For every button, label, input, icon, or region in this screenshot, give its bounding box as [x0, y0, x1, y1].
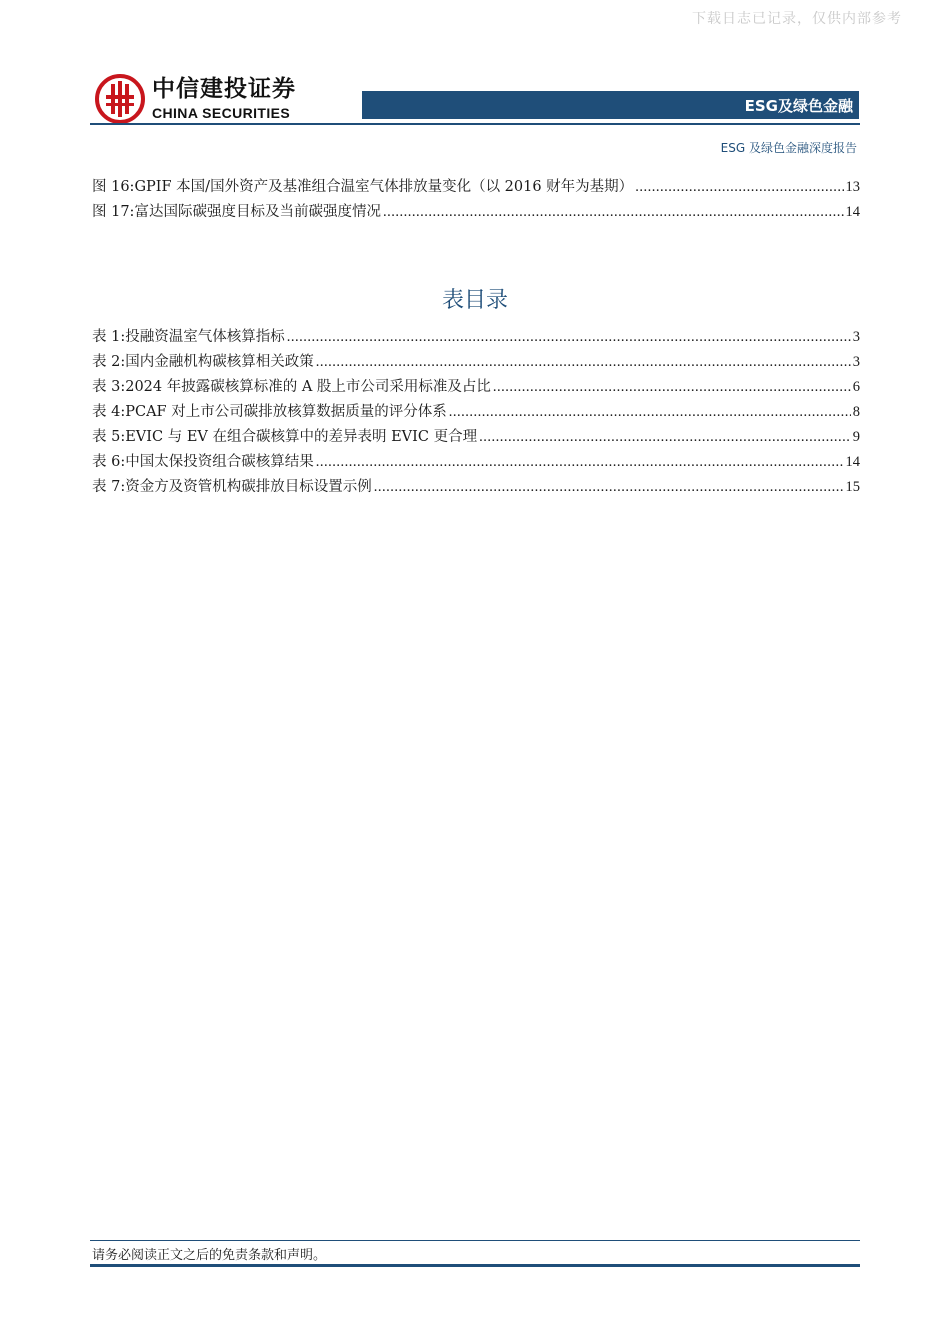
- toc-entry-title: 表 4:PCAF 对上市公司碳排放核算数据质量的评分体系: [92, 404, 447, 420]
- toc-entry-page: 14: [845, 204, 860, 220]
- toc-entry-title: 图 17:富达国际碳强度目标及当前碳强度情况: [92, 204, 381, 220]
- toc-entry-page: 3: [852, 329, 860, 345]
- toc-entry-title: 图 16:GPIF 本国/国外资产及基准组合温室气体排放量变化（以 2016 财年为基期）: [92, 179, 634, 195]
- toc-dot-leader: [287, 329, 851, 346]
- footer-divider-bottom: [90, 1264, 860, 1267]
- report-type-label: ESG 及绿色金融深度报告: [720, 141, 857, 155]
- toc-entry[interactable]: [92, 375, 860, 400]
- toc-dot-leader: [316, 354, 851, 371]
- toc-entry[interactable]: [92, 175, 860, 200]
- footer-disclaimer: 请务必阅读正文之后的免责条款和声明。: [92, 1248, 327, 1263]
- toc-entry-page: 14: [845, 454, 860, 470]
- toc-dot-leader: [479, 429, 851, 446]
- company-logo: [94, 72, 296, 126]
- logo-name-en: CHINA SECURITIES: [152, 105, 291, 121]
- china-securities-emblem-icon: [94, 73, 146, 125]
- toc-entry-title: 表 2:国内金融机构碳核算相关政策: [92, 354, 314, 370]
- toc-dot-leader: [316, 454, 844, 471]
- toc-entry-page: 15: [845, 479, 860, 495]
- toc-entry-page: 13: [845, 179, 860, 195]
- toc-entry-page: 9: [852, 429, 860, 445]
- figures-toc: [92, 175, 860, 225]
- header-banner: [362, 91, 859, 119]
- toc-entry-title: 表 1:投融资温室气体核算指标: [92, 329, 285, 345]
- tables-toc-heading: 表目录: [441, 288, 508, 313]
- toc-dot-leader: [449, 404, 851, 421]
- toc-entry[interactable]: [92, 325, 860, 350]
- toc-dot-leader: [374, 479, 844, 496]
- toc-entry-page: 6: [852, 379, 860, 395]
- toc-dot-leader: [635, 179, 843, 196]
- header-divider: [90, 123, 860, 125]
- toc-dot-leader: [493, 379, 851, 396]
- toc-entry-title: 表 5:EVIC 与 EV 在组合碳核算中的差异表明 EVIC 更合理: [92, 429, 478, 445]
- logo-name-cn: 中信建投证券: [152, 76, 296, 102]
- toc-entry-title: 表 7:资金方及资管机构碳排放目标设置示例: [92, 479, 372, 495]
- watermark-text: 下载日志已记录，仅供内部参考: [692, 11, 902, 27]
- footer-divider-top: [90, 1240, 860, 1241]
- toc-entry[interactable]: [92, 400, 860, 425]
- tables-toc: [92, 325, 860, 500]
- toc-entry[interactable]: [92, 350, 860, 375]
- toc-entry-title: 表 3:2024 年披露碳核算标准的 A 股上市公司采用标准及占比: [92, 379, 491, 395]
- toc-entry[interactable]: [92, 450, 860, 475]
- toc-entry[interactable]: [92, 425, 860, 450]
- toc-entry[interactable]: [92, 200, 860, 225]
- toc-dot-leader: [383, 204, 844, 221]
- header-banner-title: ESG及绿色金融: [744, 97, 853, 115]
- toc-entry-page: 3: [852, 354, 860, 370]
- toc-entry-page: 8: [852, 404, 860, 420]
- toc-entry-title: 表 6:中国太保投资组合碳核算结果: [92, 454, 314, 470]
- toc-entry[interactable]: [92, 475, 860, 500]
